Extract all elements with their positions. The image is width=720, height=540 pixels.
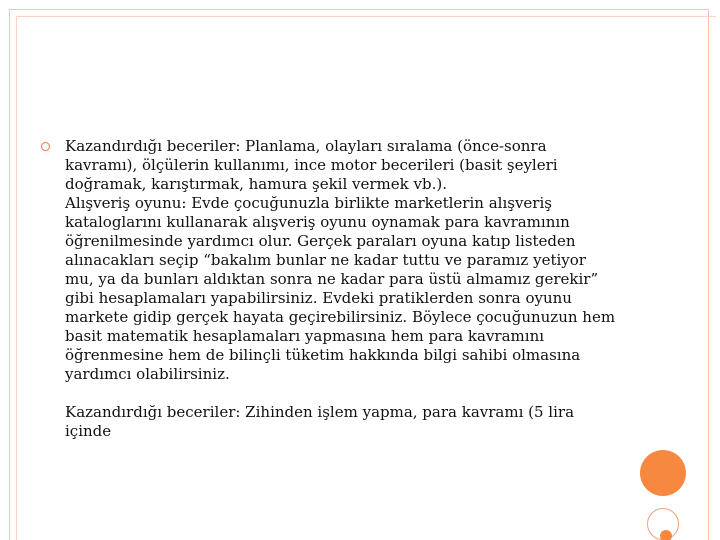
paragraph-skills-mental-math: Kazandırdığı beceriler: Zihinden işlem yapma, para kavramı (5 lira içinde: [65, 403, 575, 440]
decorative-orange-circle-icon: [640, 450, 686, 496]
decorative-small-orange-circle-icon: [660, 530, 672, 540]
slide-content: [65, 137, 685, 441]
bullet-icon: [41, 142, 50, 151]
paragraph-skills-and-shopping-game: Kazandırdığı beceriler: Planlama, olayları sıralama (önce-sonra kavramı), ölçülerin kullanımı, ince motor becerileri (basit şeyleri doğramak, karıştırmak, hamura şekil vermek vb.). Alışveriş oyunu: Evde çocuğunuzla birlikte marketlerin alışveriş kataloglarını kullanarak alışveriş oyunu oynamak para kavramının öğrenilmesinde yardımcı olur. Gerçek paraları oyuna katıp listeden alınacakları seçip “bakalım bunlar ne kadar tuttu ve paramız yetiyor mu, ya da bunları aldıktan sonra ne kadar para üstü almamız gerekir” gibi hesaplamaları yapabilirsiniz. Evdeki pratiklerden sonra oyunu markete gidip gerçek hayata geçirebilirsiniz. Böylece çocuğunuzun hem basit matematik hesaplamaları yapmasına hem para kavramını öğrenmesine hem de bilinçli tüketim hakkında bilgi sahibi olmasına yardımcı olabilirsiniz.: [65, 137, 616, 383]
